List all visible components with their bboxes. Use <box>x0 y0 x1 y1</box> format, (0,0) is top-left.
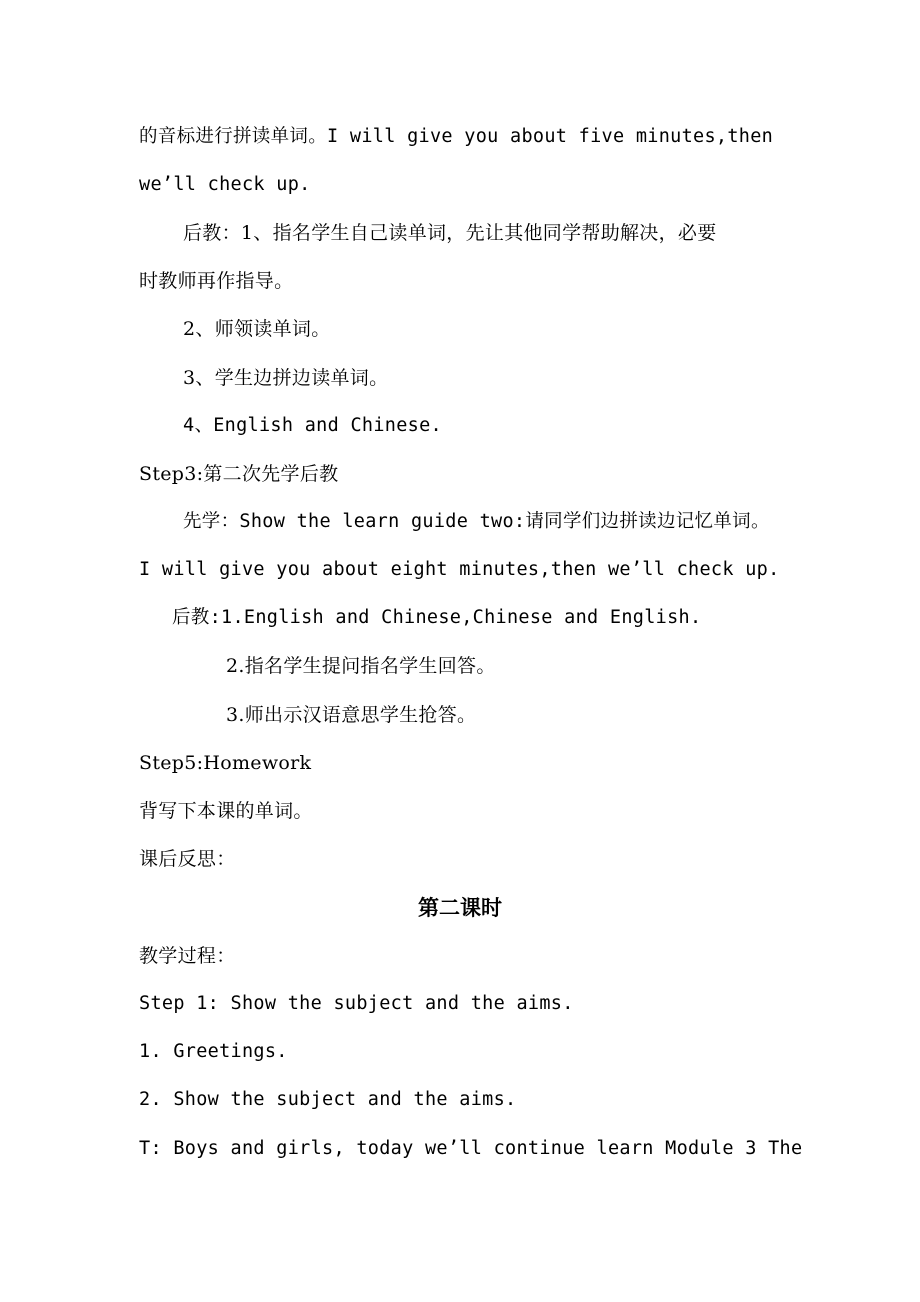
text-line: I will give you about eight minutes,then we’ll check up. <box>139 559 780 580</box>
text-line: 时教师再作指导。 <box>139 270 294 292</box>
text-line: 1. Greetings. <box>139 1041 288 1062</box>
text-line: T: Boys and girls, today we’ll continue learn Module 3 The <box>139 1138 803 1159</box>
text-line: 3、学生边拼边读单词。 <box>183 367 389 389</box>
text-line: Step 1: Show the subject and the aims. <box>139 993 574 1014</box>
text-line: 4、English and Chinese. <box>183 415 442 436</box>
text-line: 后教：1、指名学生自己读单词，先让其他同学帮助解决，必要 <box>183 222 717 244</box>
text-line: 3.师出示汉语意思学生抢答。 <box>226 704 477 726</box>
text-line: 2、师领读单词。 <box>183 318 331 340</box>
text-line: Step5:Homework <box>139 752 312 774</box>
text-line: 2. Show the subject and the aims. <box>139 1089 517 1110</box>
text-line: we’ll check up. <box>139 174 311 195</box>
text-line: 先学：Show the learn guide two:请同学们边拼读边记忆单词。 <box>183 511 770 532</box>
text-line: 的音标进行拼读单词。I will give you about five minutes,then <box>139 126 774 147</box>
section-title: 第二课时 <box>418 896 502 920</box>
text-line: 教学过程： <box>139 945 236 967</box>
text-line: 背写下本课的单词。 <box>139 800 313 822</box>
text-line: Step3:第二次先学后教 <box>139 463 339 485</box>
text-line: 后教:1.English and Chinese,Chinese and English. <box>172 607 702 628</box>
text-line: 课后反思： <box>139 848 236 870</box>
text-line: 2.指名学生提问指名学生回答。 <box>226 655 496 677</box>
